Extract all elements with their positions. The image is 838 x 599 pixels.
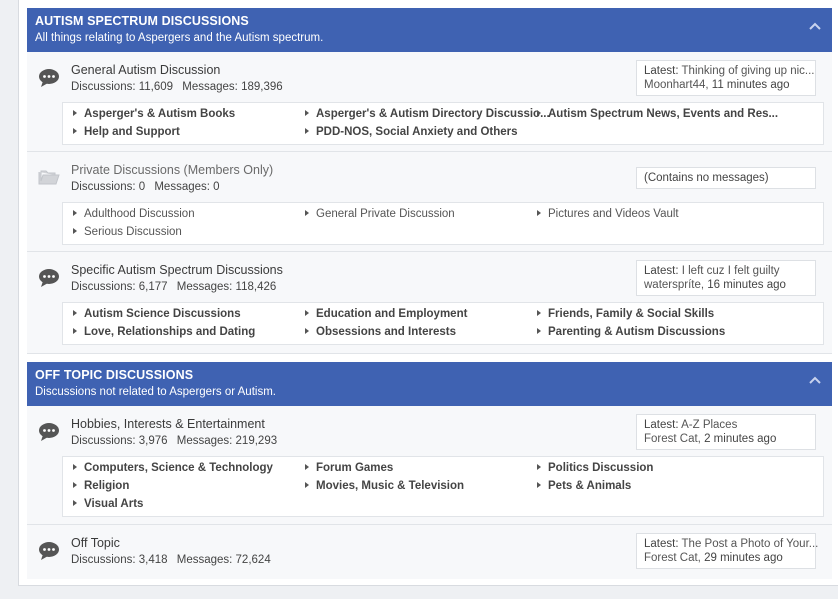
speech-bubble-icon (38, 422, 60, 444)
caret-right-icon (537, 328, 541, 334)
caret-right-icon (73, 328, 77, 334)
latest-post-box (636, 60, 816, 96)
forum-title[interactable]: Hobbies, Interests & Entertainment (71, 417, 265, 431)
latest-post-box (636, 414, 816, 450)
category-title[interactable]: OFF TOPIC DISCUSSIONS (35, 368, 194, 382)
subforum-link[interactable]: Politics Discussion (537, 461, 749, 476)
caret-right-icon (537, 310, 541, 316)
subforum-link[interactable]: Forum Games (305, 461, 537, 476)
messages-count: Messages: 189,396 (182, 81, 283, 93)
caret-right-icon (73, 464, 77, 470)
subforum-list (62, 202, 824, 245)
subforum-link[interactable]: PDD-NOS, Social Anxiety and Others (305, 125, 537, 140)
no-messages-text: (Contains no messages) (644, 172, 769, 184)
messages-count: Messages: 219,293 (176, 435, 278, 447)
forum-hobbies-interests (27, 406, 832, 525)
subforum-link[interactable]: Adulthood Discussion (73, 207, 305, 222)
caret-right-icon (305, 310, 309, 316)
latest-post-box (636, 533, 819, 569)
speech-bubble-icon (38, 68, 60, 90)
forum-title[interactable]: General Autism Discussion (71, 63, 221, 77)
latest-user-link[interactable]: Moonhart44, (644, 79, 709, 91)
subforum-link[interactable]: Love, Relationships and Dating (73, 325, 305, 340)
category-header (27, 8, 832, 52)
forum-title[interactable]: Off Topic (71, 536, 120, 550)
forum-private-discussions (27, 152, 832, 252)
caret-right-icon (305, 110, 309, 116)
caret-right-icon (537, 482, 541, 488)
latest-user-link[interactable]: waterspríte, (644, 279, 705, 291)
caret-right-icon (73, 500, 77, 506)
forum-title[interactable]: Specific Autism Spectrum Discussions (71, 263, 283, 277)
latest-post-box (636, 167, 816, 189)
subforum-link[interactable]: Pets & Animals (537, 479, 749, 494)
forum-off-topic (27, 525, 832, 579)
latest-label: Latest: (644, 419, 679, 431)
messages-count: Messages: 0 (154, 181, 220, 193)
category-description: Discussions not related to Aspergers or Autism. (35, 386, 276, 398)
subforum-link[interactable]: Help and Support (73, 125, 305, 140)
subforum-link[interactable]: Religion (73, 479, 305, 494)
caret-right-icon (73, 128, 77, 134)
caret-right-icon (537, 210, 541, 216)
subforum-link[interactable]: General Private Discussion (305, 207, 537, 222)
subforum-link[interactable]: Parenting & Autism Discussions (537, 325, 749, 340)
subforum-link[interactable]: Serious Discussion (73, 225, 305, 240)
discussions-count: Discussions: 3,976 (71, 435, 168, 447)
latest-thread-link[interactable]: A-Z Places (681, 419, 738, 431)
latest-time: 16 minutes ago (707, 279, 786, 291)
subforum-list (62, 302, 824, 345)
forum-general-autism-discussion (27, 52, 832, 152)
caret-right-icon (73, 110, 77, 116)
caret-right-icon (537, 110, 541, 116)
latest-thread-link[interactable]: I left cuz I felt guilty (681, 265, 780, 277)
latest-post-box (636, 260, 816, 296)
caret-right-icon (305, 210, 309, 216)
speech-bubble-icon (38, 268, 60, 290)
subforum-link[interactable]: Movies, Music & Television (305, 479, 537, 494)
latest-thread-link[interactable]: The Post a Photo of Your... (681, 538, 819, 550)
caret-right-icon (73, 210, 77, 216)
subforum-link[interactable]: Education and Employment (305, 307, 537, 322)
latest-label: Latest: (644, 65, 679, 77)
caret-right-icon (305, 464, 309, 470)
caret-right-icon (305, 482, 309, 488)
subforum-list (62, 102, 824, 145)
messages-count: Messages: 118,426 (176, 281, 277, 293)
subforum-link[interactable]: Obsessions and Interests (305, 325, 537, 340)
latest-label: Latest: (644, 265, 679, 277)
category-autism-spectrum (27, 8, 832, 354)
category-off-topic (27, 362, 832, 579)
forum-specific-autism-spectrum (27, 252, 832, 354)
subforum-link[interactable]: Autism Science Discussions (73, 307, 305, 322)
caret-right-icon (73, 310, 77, 316)
category-description: All things relating to Aspergers and the Autism spectrum. (35, 32, 324, 44)
subforum-link[interactable]: Computers, Science & Technology (73, 461, 305, 476)
latest-time: 11 minutes ago (711, 79, 790, 91)
subforum-link[interactable]: Friends, Family & Social Skills (537, 307, 749, 322)
category-header (27, 362, 832, 406)
discussions-count: Discussions: 11,609 (71, 81, 174, 93)
category-title[interactable]: AUTISM SPECTRUM DISCUSSIONS (35, 14, 249, 28)
caret-right-icon (305, 128, 309, 134)
caret-right-icon (73, 228, 77, 234)
latest-user-link[interactable]: Forest Cat, (644, 552, 701, 564)
subforum-list (62, 456, 824, 517)
discussions-count: Discussions: 0 (71, 181, 146, 193)
messages-count: Messages: 72,624 (176, 554, 271, 566)
collapse-chevron-up-icon[interactable] (808, 374, 822, 388)
latest-thread-link[interactable]: Thinking of giving up nic... (681, 65, 815, 77)
latest-label: Latest: (644, 538, 679, 550)
forum-title[interactable]: Private Discussions (Members Only) (71, 163, 274, 177)
folder-icon (38, 168, 60, 190)
latest-time: 2 minutes ago (704, 433, 777, 445)
caret-right-icon (537, 464, 541, 470)
caret-right-icon (73, 482, 77, 488)
discussions-count: Discussions: 6,177 (71, 281, 168, 293)
speech-bubble-icon (38, 541, 60, 563)
collapse-chevron-up-icon[interactable] (808, 20, 822, 34)
latest-user-link[interactable]: Forest Cat, (644, 433, 701, 445)
subforum-link[interactable]: Asperger's & Autism Books (73, 107, 305, 122)
subforum-link[interactable]: Autism Spectrum News, Events and Res... (537, 107, 749, 122)
discussions-count: Discussions: 3,418 (71, 554, 168, 566)
caret-right-icon (305, 328, 309, 334)
subforum-link[interactable]: Visual Arts (73, 497, 305, 512)
latest-time: 29 minutes ago (704, 552, 783, 564)
subforum-link[interactable]: Pictures and Videos Vault (537, 207, 749, 222)
subforum-link[interactable]: Asperger's & Autism Directory Discussio... (305, 107, 537, 122)
